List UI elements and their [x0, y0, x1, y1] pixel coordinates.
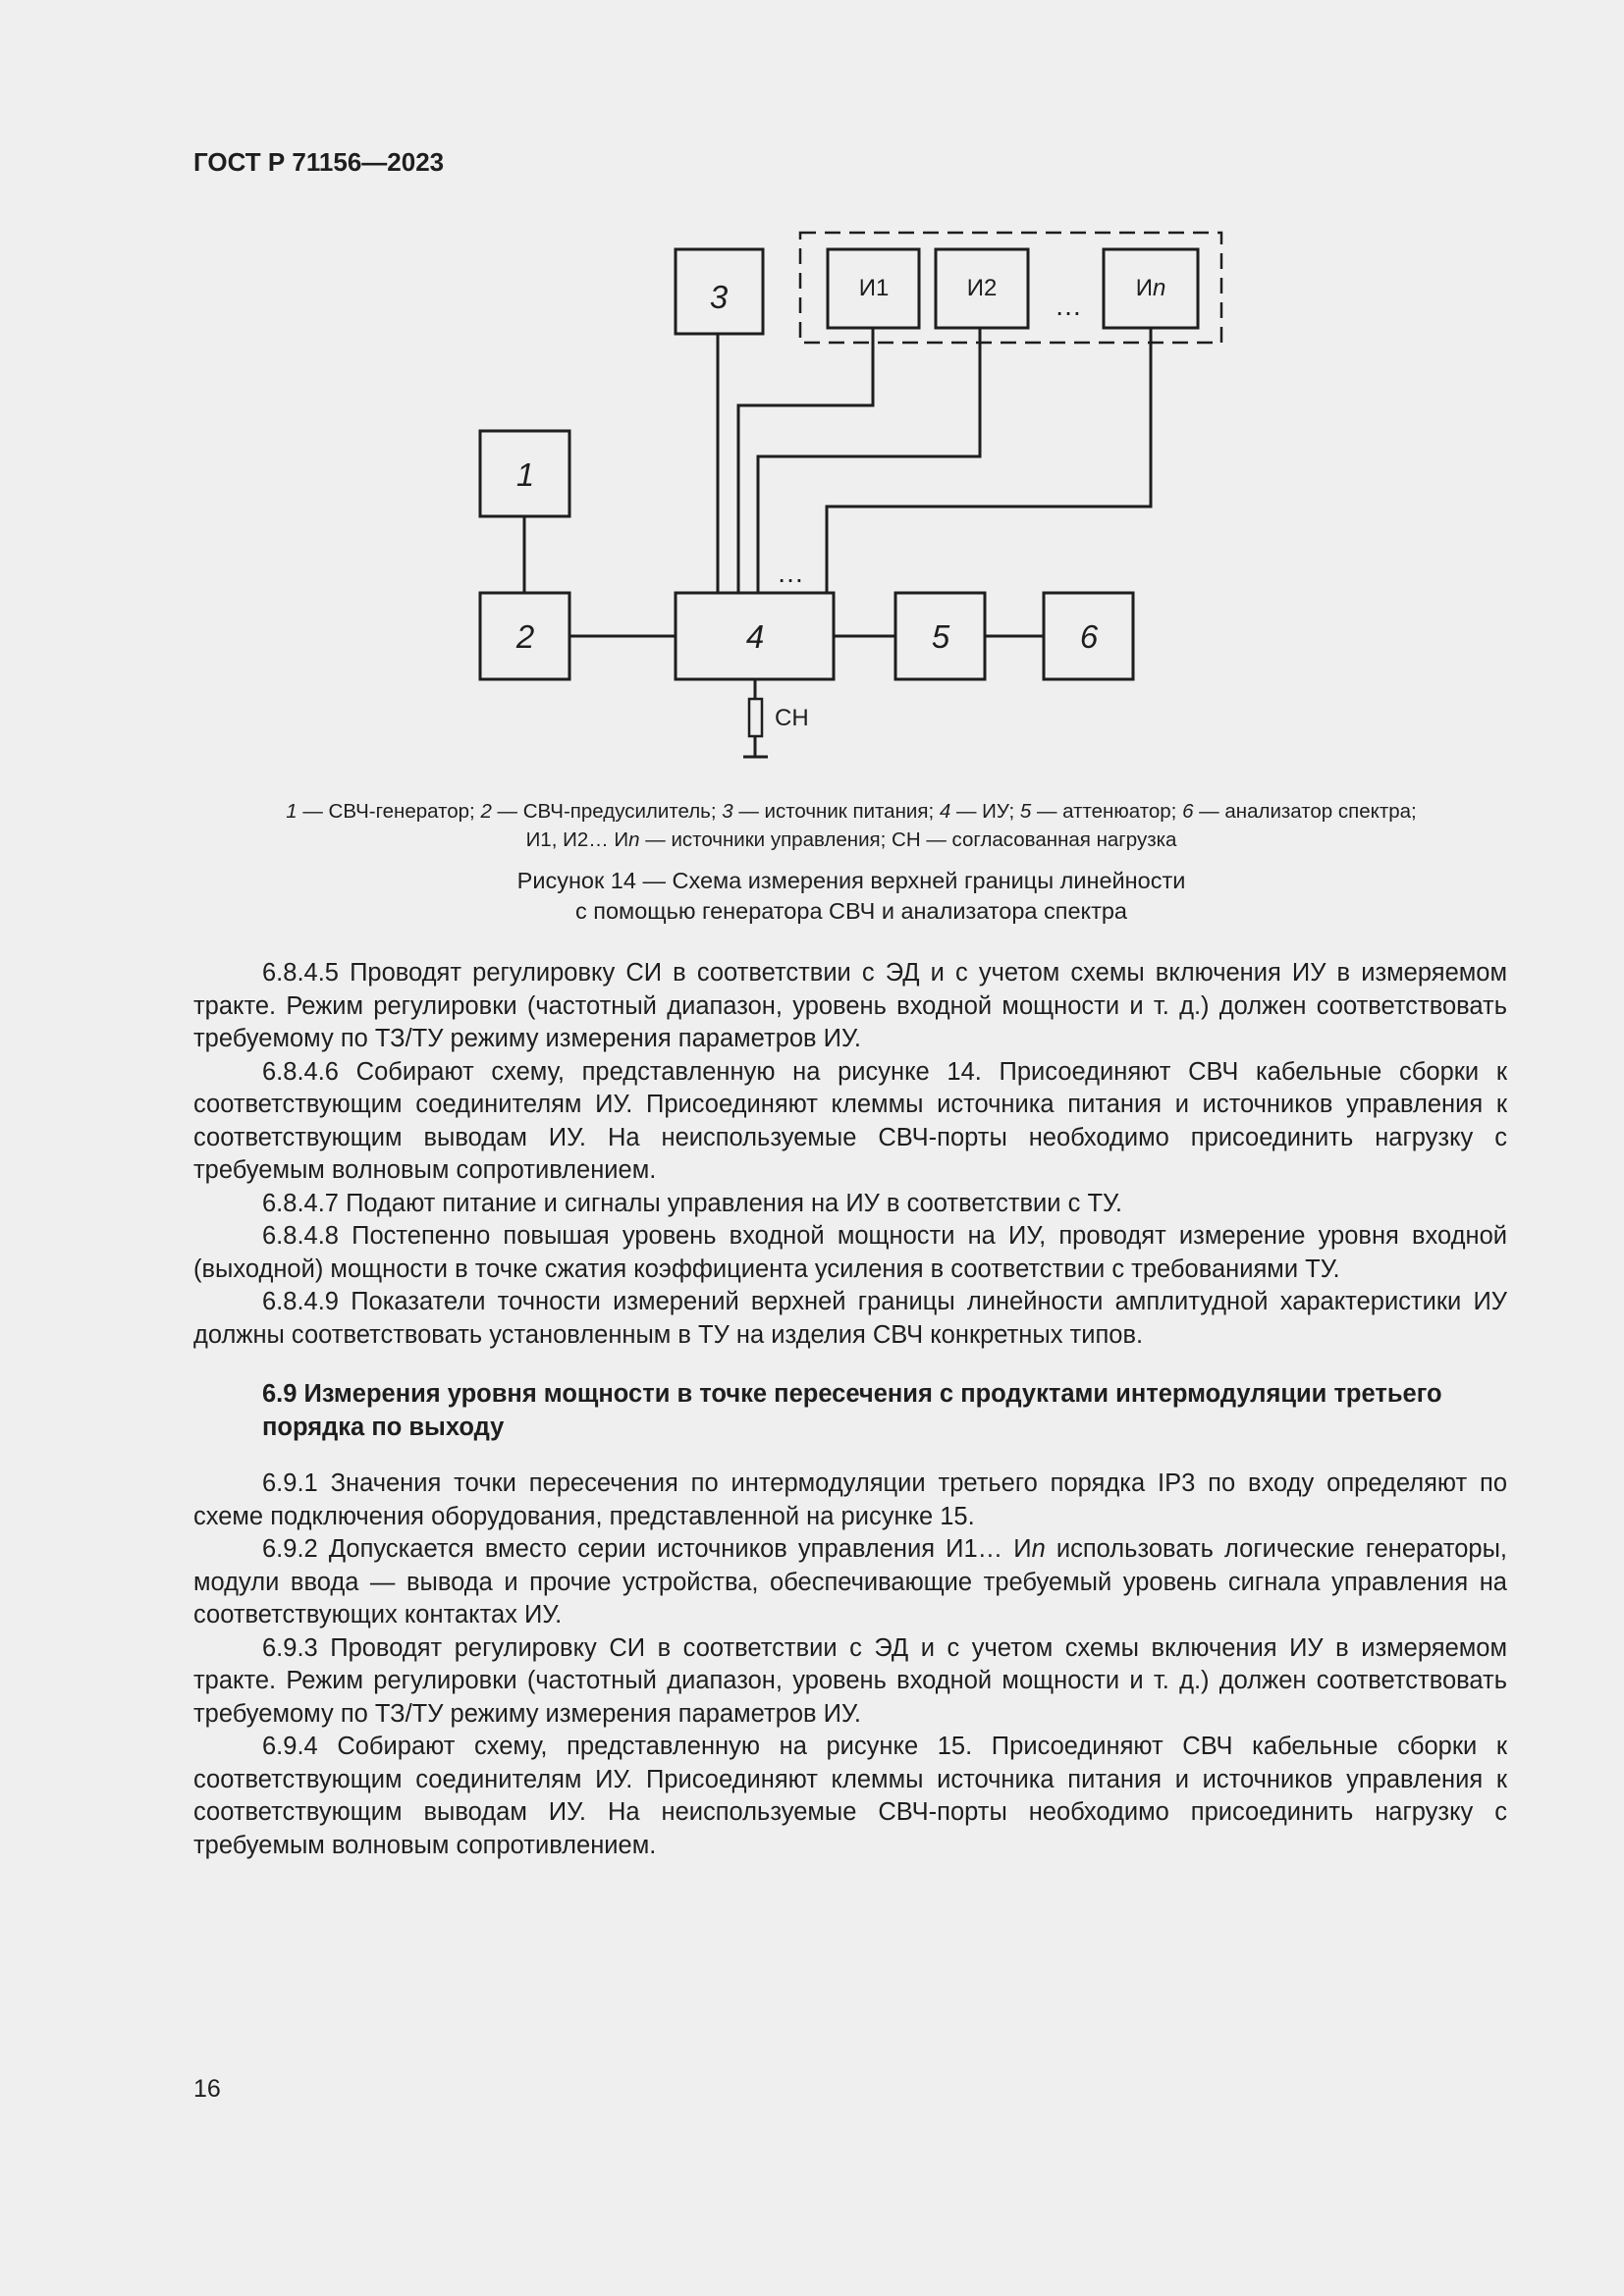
ellipsis-bus: …	[777, 558, 804, 588]
italic-run: 2	[480, 800, 492, 823]
figure-caption	[193, 866, 1509, 927]
block-in-label: Иn	[1135, 275, 1166, 301]
italic-run: 4	[939, 800, 951, 823]
italic-run: n	[628, 828, 640, 851]
paragraph: 6.8.4.5 Проводят регулировку СИ в соответствии с ЭД и с учетом схемы включения ИУ в измеряемом тракте. Режим регулировки (частотный диапазон, уровень входной мощности и т. д.) должен соответствовать требуемому по ТЗ/ТУ режиму измерения параметров ИУ.	[193, 959, 1507, 1052]
block-i1-label: И1	[858, 275, 890, 301]
paragraphs-6-9	[193, 1468, 1507, 1862]
paragraph	[193, 1533, 1507, 1632]
italic-run: 5	[1019, 800, 1032, 823]
wire-in-4	[827, 328, 1151, 593]
caption-line-1: Рисунок 14 — Схема измерения верхней границы линейности	[516, 868, 1186, 893]
legend-line-2	[193, 826, 1509, 854]
block-1-label: 1	[515, 456, 535, 493]
legend-line-1	[193, 797, 1509, 826]
italic-run: 6	[1182, 800, 1194, 823]
load-resistor	[749, 699, 762, 736]
figure-14-diagram	[0, 0, 1624, 785]
paragraph: 6.9.1 Значения точки пересечения по интермодуляции третьего порядка IP3 по входу определяют по схеме подключения оборудования, представленной на рисунке 15.	[193, 1469, 1507, 1530]
load-label: СН	[775, 705, 809, 731]
text-run: использовать логические генераторы, модули ввода — вывода и прочие устройства, обеспечивающие требуемый уровень сигнала управления на соответствующих контактах ИУ.	[193, 1535, 1507, 1629]
page-number: 16	[193, 2075, 221, 2103]
paragraphs-6-8-4	[193, 957, 1507, 1352]
text-run: 6.9.2 Допускается вместо серии источников управления И1… И	[262, 1535, 1032, 1563]
text-run: — анализатор спектра;	[1193, 800, 1417, 823]
text-run: — СВЧ-генератор;	[297, 800, 481, 823]
text-run: — СВЧ-предусилитель;	[491, 800, 723, 823]
section-heading-6-9: 6.9 Измерения уровня мощности в точке пересечения с продуктами интермодуляции третьего порядка по выходу	[262, 1380, 1442, 1441]
italic-run: 1	[286, 800, 298, 823]
block-6-label: 6	[1079, 618, 1099, 655]
block-i2-label: И2	[966, 275, 998, 301]
block-5-label: 5	[931, 618, 950, 655]
italic-run: n	[1031, 1535, 1046, 1563]
block-4-label: 4	[745, 618, 765, 655]
italic-run: 3	[722, 800, 733, 823]
paragraph: 6.9.3 Проводят регулировку СИ в соответствии с ЭД и с учетом схемы включения ИУ в измеряемом тракте. Режим регулировки (частотный диапазон, уровень входной мощности и т. д.) должен соответствовать требуемому по ТЗ/ТУ режиму измерения параметров ИУ.	[193, 1633, 1507, 1728]
document-header: ГОСТ Р 71156—2023	[193, 147, 445, 177]
text-run: — источник питания;	[732, 800, 940, 823]
wire-i2-4	[758, 328, 980, 593]
paragraph: 6.8.4.8 Постепенно повышая уровень входной мощности на ИУ, проводят измерение уровня входной (выходной) мощности в точке сжатия коэффициента усиления в соответствии с требованиями ТУ.	[193, 1222, 1507, 1283]
block-3-label: 3	[709, 279, 729, 315]
text-run: И1, И2… И	[525, 828, 629, 851]
caption-line-2: с помощью генератора СВЧ и анализатора спектра	[574, 898, 1127, 924]
figure-legend	[193, 797, 1509, 854]
text-run: — ИУ;	[950, 800, 1020, 823]
text-run: — аттенюатор;	[1031, 800, 1183, 823]
paragraph: 6.8.4.7 Подают питание и сигналы управления на ИУ в соответствии с ТУ.	[262, 1189, 1122, 1217]
text-run: — источники управления; СН — согласованная нагрузка	[639, 828, 1177, 851]
paragraph: 6.8.4.9 Показатели точности измерений верхней границы линейности амплитудной характеристики ИУ должны соответствовать установленным в ТУ на изделия СВЧ конкретных типов.	[193, 1288, 1507, 1349]
ellipsis-top: …	[1055, 291, 1082, 321]
paragraph: 6.9.4 Собирают схему, представленную на рисунке 15. Присоединяют СВЧ кабельные сборки к соответствующим соединителям ИУ. Присоединяют клеммы источника питания и источников управления к соответствующим выводам ИУ. На неиспользуемые СВЧ-порты необходимо присоединить нагрузку с требуемым волновым сопротивлением.	[193, 1733, 1507, 1859]
body-text	[193, 957, 1507, 1862]
paragraph: 6.8.4.6 Собирают схему, представленную на рисунке 14. Присоединяют СВЧ кабельные сборки к соответствующим соединителям ИУ. Присоединяют клеммы источника питания и источников управления к соответствующим выводам ИУ. На неиспользуемые СВЧ-порты необходимо присоединить нагрузку с требуемым волновым сопротивлением.	[193, 1057, 1507, 1184]
block-2-label: 2	[515, 618, 535, 655]
